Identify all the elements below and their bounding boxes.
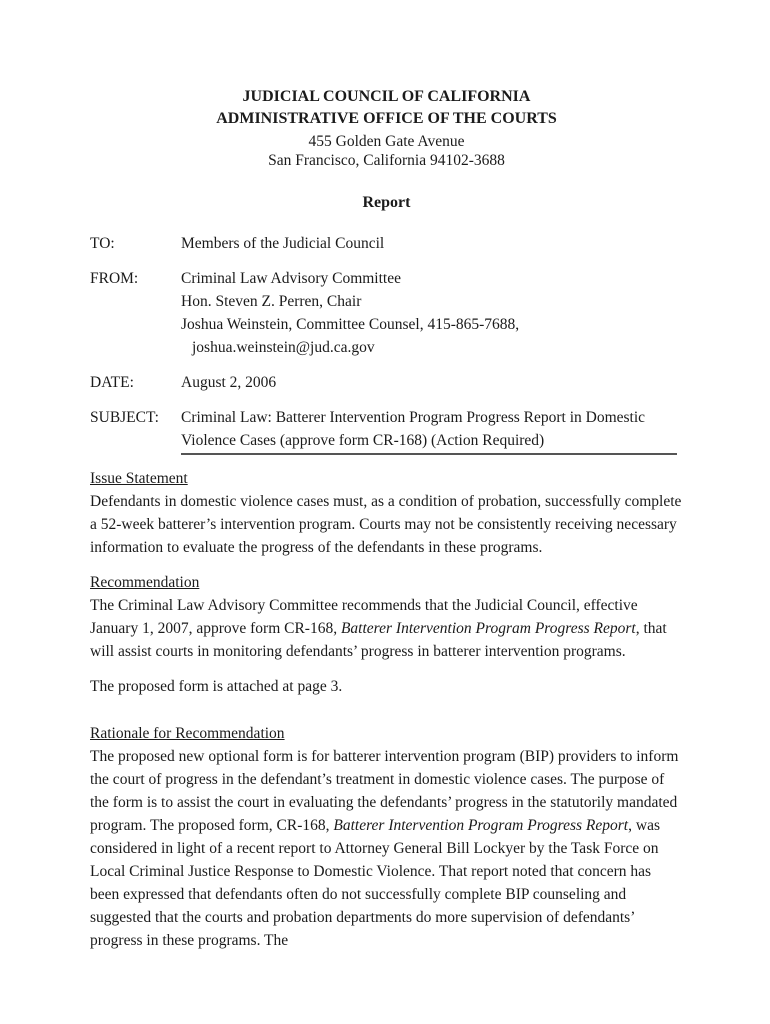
rationale-heading: Rationale for Recommendation xyxy=(90,725,285,742)
page-content xyxy=(90,86,683,952)
from-chair: Hon. Steven Z. Perren, Chair xyxy=(181,293,362,310)
date-value: August 2, 2006 xyxy=(181,374,277,391)
recommendation-heading: Recommendation xyxy=(90,574,200,591)
from-value xyxy=(181,267,683,359)
subject-line1: Criminal Law: Batterer Intervention Program Progress Report in Domestic xyxy=(181,409,646,426)
recommendation-paragraph: The Criminal Law Advisory Committee recommends that the Judicial Council, effective January 1, 2007, approve form CR-168, Batterer Intervention Program Progress Report, that will assist courts in monitoring defendants’ progress in batterer intervention programs. xyxy=(90,597,667,660)
attachment-note: The proposed form is attached at page 3. xyxy=(90,678,343,695)
issue-statement-heading: Issue Statement xyxy=(90,470,188,487)
from-label: FROM: xyxy=(90,270,139,287)
section-recommendation xyxy=(90,571,683,698)
memo-row-date xyxy=(90,371,683,394)
org-name-line1: JUDICIAL COUNCIL OF CALIFORNIA xyxy=(242,88,531,105)
subject-label: SUBJECT: xyxy=(90,409,159,426)
from-email: joshua.weinstein@jud.ca.gov xyxy=(192,339,375,356)
org-name-line2: ADMINISTRATIVE OFFICE OF THE COURTS xyxy=(216,110,557,127)
letterhead xyxy=(90,86,683,170)
rationale-paragraph: The proposed new optional form is for batterer intervention program (BIP) providers to inform the court of progress in the defendant’s treatment in domestic violence cases. The purpose of the form is to assist the court in evaluating the defendants’ progress in the statutorily mandated program. The proposed form, CR-168, Batterer Intervention Program Progress Report, was considered in light of a recent report to Attorney General Bill Lockyer by the Task Force on Local Criminal Justice Response to Domestic Violence. That report noted that concern has been expressed that defendants often do not successfully complete BIP counseling and suggested that the courts and probation departments do more supervision of defendants’ progress in these programs. The xyxy=(90,748,679,949)
memo-header-block xyxy=(90,232,683,455)
section-issue-statement xyxy=(90,467,683,559)
to-label: TO: xyxy=(90,235,115,252)
org-address-city: San Francisco, California 94102-3688 xyxy=(268,151,505,169)
memo-row-to xyxy=(90,232,683,255)
issue-statement-paragraph: Defendants in domestic violence cases must, as a condition of probation, successfully complete a 52-week batterer’s intervention program. Courts may not be consistently receiving necessary information to evaluate the progress of the defendants in these programs. xyxy=(90,493,682,556)
from-counsel: Joshua Weinstein, Committee Counsel, 415-865-7688, xyxy=(181,316,520,333)
date-label: DATE: xyxy=(90,374,134,391)
section-rationale xyxy=(90,722,683,952)
memo-row-from xyxy=(90,267,683,359)
document-type-title: Report xyxy=(362,194,411,211)
subject-value xyxy=(181,406,683,455)
subject-line2: Violence Cases (approve form CR-168) (Action Required) xyxy=(181,429,677,455)
org-address-street: 455 Golden Gate Avenue xyxy=(308,133,465,150)
memo-row-subject xyxy=(90,406,683,455)
to-value: Members of the Judicial Council xyxy=(181,235,385,252)
from-committee: Criminal Law Advisory Committee xyxy=(181,270,401,287)
